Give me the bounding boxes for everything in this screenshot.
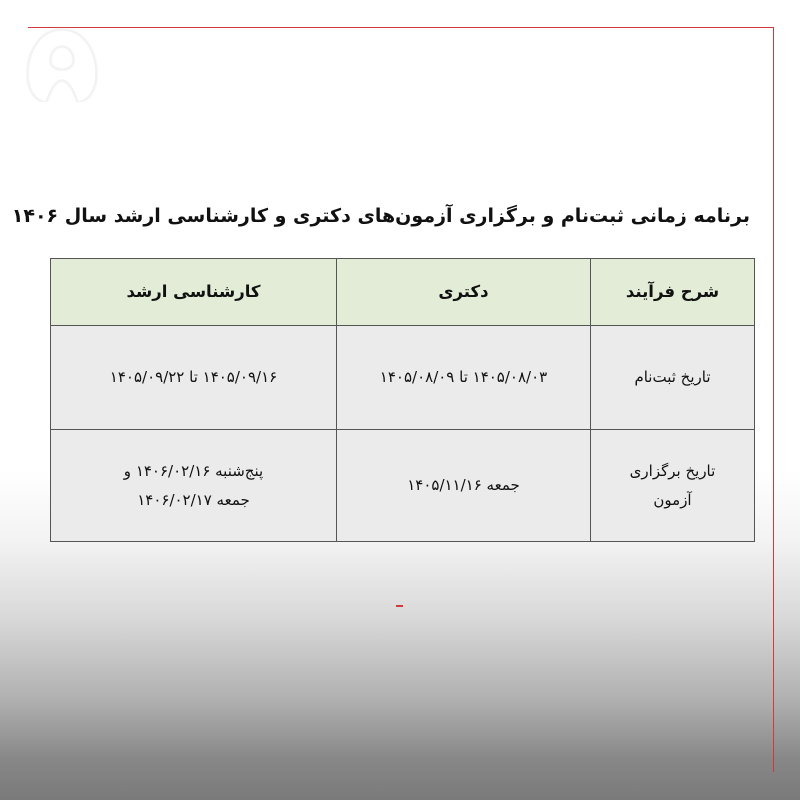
- exam-date-label-line2: آزمون: [653, 490, 692, 509]
- masters-exam-dates: [51, 430, 337, 542]
- table-header-row: [51, 259, 755, 326]
- masters-registration-dates: ۱۴۰۵/۰۹/۱۶ تا ۱۴۰۵/۰۹/۲۲: [51, 326, 337, 430]
- header-masters: کارشناسی ارشد: [51, 259, 337, 326]
- exam-date-label-line1: تاریخ برگزاری: [629, 462, 716, 480]
- schedule-table: [50, 258, 755, 542]
- header-process-description: شرح فرآیند: [591, 259, 755, 326]
- phd-registration-dates: ۱۴۰۵/۰۸/۰۳ تا ۱۴۰۵/۰۸/۰۹: [337, 326, 591, 430]
- decorative-dash: [396, 605, 403, 607]
- masters-exam-date-line1: پنج‌شنبه ۱۴۰۶/۰۲/۱۶ و: [123, 462, 264, 480]
- table-row: [51, 430, 755, 542]
- phd-exam-date: جمعه ۱۴۰۵/۱۱/۱۶: [337, 430, 591, 542]
- header-phd: دکتری: [337, 259, 591, 326]
- masters-exam-date-line2: جمعه ۱۴۰۶/۰۲/۱۷: [137, 490, 250, 509]
- registration-date-label: تاریخ ثبت‌نام: [591, 326, 755, 430]
- brand-logo-icon: [22, 22, 102, 102]
- exam-date-label: [591, 430, 755, 542]
- page-title: برنامه زمانی ثبت‌نام و برگزاری آزمون‌های دکتری و کارشناسی ارشد سال ۱۴۰۶: [11, 205, 750, 227]
- table-row: [51, 326, 755, 430]
